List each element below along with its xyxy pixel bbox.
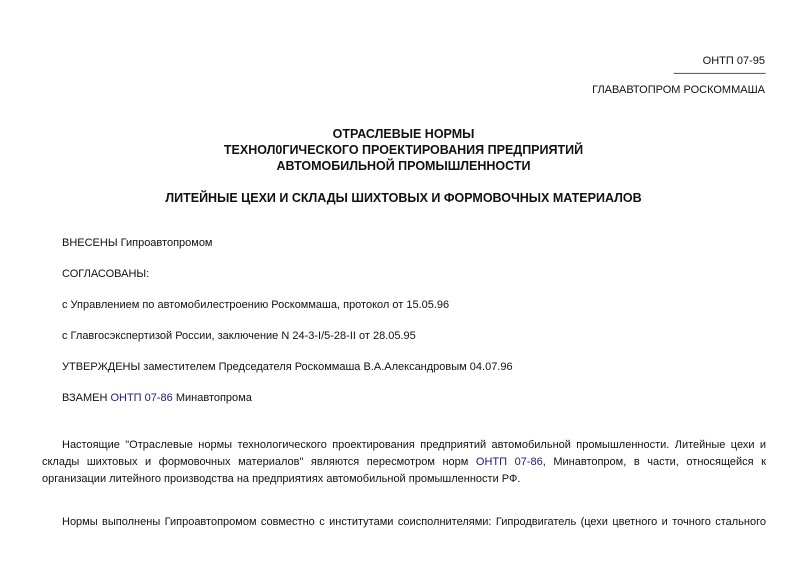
ontp-07-86-link-inline[interactable]: ОНТП 07-86 bbox=[475, 456, 543, 468]
replaced-prefix: ВЗАМЕН bbox=[62, 392, 111, 404]
paragraph-2: Нормы выполнены Гипроавтопромом совместно с институтами соисполнителями: Гипродвигатель (цехи цветного и точного стального bbox=[62, 516, 766, 528]
subtitle: ЛИТЕЙНЫЕ ЦЕХИ И СКЛАДЫ ШИХТОВЫХ И ФОРМОВОЧНЫХ МАТЕРИАЛОВ bbox=[165, 191, 642, 205]
paragraph-1-text-end: , Минавтопром, в части, относящейся к организации литейного производства на предприятиях автомобильной промышленности РФ. bbox=[42, 456, 766, 485]
agreed-2: с Главгосэкспертизой России, заключение N 24-3-I/5-28-II от 28.05.95 bbox=[62, 330, 416, 342]
ontp-07-86-link[interactable]: ОНТП 07-86 bbox=[110, 392, 173, 404]
paragraph-1-text: Настоящие "Отраслевые нормы технологического проектирования предприятий автомобильной промышленности. Литейные цехи и склады шихтовых и формовочных материалов" являются пересмотром норм bbox=[42, 439, 766, 468]
replaced-suffix: Минавтопрома bbox=[172, 392, 252, 404]
organization: ГЛАВАВТОПРОМ РОСКОММАША bbox=[592, 84, 765, 96]
title-line-2: ТЕХНОЛ0ГИЧЕСКОГО ПРОЕКТИРОВАНИЯ ПРЕДПРИЯТИЙ bbox=[223, 143, 584, 157]
document-code: ОНТП 07-95 bbox=[702, 55, 765, 67]
agreed-heading: СОГЛАСОВАНЫ: bbox=[62, 268, 150, 280]
approved: УТВЕРЖДЕНЫ заместителем Председателя Роскоммаша В.А.Александровым 04.07.96 bbox=[62, 361, 513, 373]
replaced bbox=[62, 392, 252, 404]
introduced: ВНЕСЕНЫ Гипроавтопромом bbox=[62, 237, 213, 249]
title-line-1: ОТРАСЛЕВЫЕ НОРМЫ bbox=[332, 127, 475, 141]
agreed-1: с Управлением по автомобилестроению Роскоммаша, протокол от 15.05.96 bbox=[62, 299, 450, 311]
paragraph-1 bbox=[42, 437, 766, 488]
divider: ---------------------------------------------- bbox=[673, 68, 765, 78]
title-line-3: АВТОМОБИЛЬНОЙ ПРОМЫШЛЕННОСТИ bbox=[276, 159, 531, 173]
